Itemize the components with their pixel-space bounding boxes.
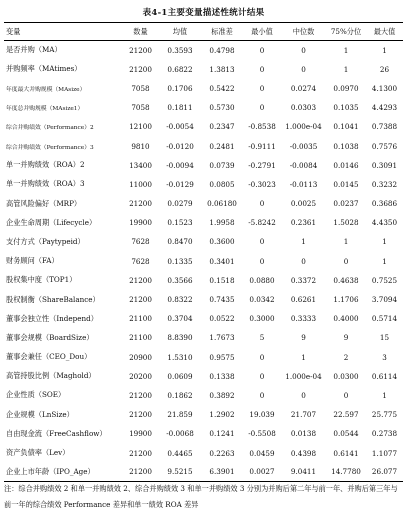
cell-variable-name: 综合并购绩效（Performance）3 [6, 144, 94, 151]
cell-std: 0.06180 [207, 199, 237, 209]
cell-variable-name: 财务顾问（FA） [6, 256, 59, 266]
cell-mean: -0.0120 [166, 141, 194, 151]
cell-count: 11000 [129, 179, 152, 189]
cell-max: 3.7094 [371, 295, 398, 305]
cell-median: 9 [301, 333, 306, 343]
cell-std: 1.3813 [209, 64, 235, 74]
table-row [4, 41, 403, 60]
cell-mean: 9.5215 [159, 463, 201, 482]
header-std: 标准差 [201, 23, 243, 41]
cell-max: 1 [382, 45, 387, 55]
statistics-table [4, 22, 403, 482]
cell-min: -0.2791 [248, 160, 276, 170]
cell-median: 0 [301, 45, 306, 55]
cell-min: 0 [259, 237, 265, 247]
cell-p75: 9 [343, 333, 349, 343]
cell-variable-name: 董事会独立性（Independ） [6, 313, 98, 323]
cell-p75: 1 [343, 237, 349, 247]
cell-std: 0.0805 [209, 179, 235, 189]
cell-variable-name: 企业生命周期（Lifecycle） [6, 217, 97, 227]
cell-count: 19900 [129, 429, 152, 439]
cell-max: 0.7525 [371, 275, 398, 285]
cell-count: 12100 [129, 122, 152, 132]
cell-std: 0.2481 [209, 141, 235, 151]
cell-std: 0.2263 [209, 448, 235, 458]
table-row [4, 60, 403, 79]
cell-variable-name: 高管风险偏好（MRP） [6, 198, 82, 208]
cell-p75: 0.1035 [333, 103, 359, 113]
cell-mean: 0.1862 [167, 390, 193, 400]
cell-std: 0.3892 [209, 390, 235, 400]
cell-count: 21200 [129, 275, 152, 285]
cell-variable-name: 董事会兼任（CEO_Dou） [6, 352, 92, 362]
cell-mean: 0.1335 [167, 256, 193, 266]
cell-mean: 1.5310 [167, 352, 193, 362]
cell-variable-name: 资产负债率（Lev） [6, 448, 70, 458]
cell-median: 0 [301, 390, 306, 400]
cell-max: 1 [382, 256, 387, 266]
cell-max: 1.1077 [371, 448, 398, 458]
cell-p75: 1.5028 [333, 218, 359, 228]
cell-mean: -0.0068 [166, 429, 194, 439]
table-row [4, 271, 403, 290]
cell-mean: 0.0279 [167, 199, 193, 209]
cell-std: 0.0522 [209, 314, 235, 324]
cell-p75: 0.0544 [333, 429, 359, 439]
cell-count: 21200 [129, 410, 152, 420]
cell-p75: 14.7780 [326, 463, 366, 482]
cell-p75: 22.597 [333, 410, 359, 420]
table-row [4, 463, 403, 482]
cell-variable-name: 企业性质（SOE） [6, 390, 66, 400]
cell-max: 0.3232 [371, 179, 398, 189]
header-variable: 变量 [4, 23, 122, 41]
table-row [4, 136, 403, 155]
cell-min: 19.039 [249, 410, 275, 420]
cell-median: 9.0411 [281, 463, 326, 482]
header-median: 中位数 [281, 23, 326, 41]
cell-min: -0.8538 [248, 122, 276, 132]
cell-count: 21200 [129, 295, 152, 305]
cell-std: 0.1241 [209, 429, 235, 439]
cell-variable-name: 年度最大并购规模（MAsize） [6, 86, 86, 93]
cell-count: 7628 [131, 237, 150, 247]
table-row [4, 252, 403, 271]
cell-max: 1 [382, 390, 387, 400]
cell-std: 0.3401 [209, 256, 235, 266]
cell-count: 20900 [129, 352, 152, 362]
cell-median: 0.0274 [290, 83, 317, 93]
cell-std: 0.5422 [209, 83, 235, 93]
cell-count: 21200 [122, 463, 159, 482]
table-row [4, 309, 403, 328]
cell-p75: 0.1038 [333, 141, 359, 151]
cell-median: 1.000e-04 [285, 371, 322, 381]
cell-median: 0 [301, 256, 306, 266]
cell-mean: 0.1811 [167, 103, 193, 113]
table-row [4, 156, 403, 175]
cell-std: 6.3901 [201, 463, 243, 482]
cell-max: 0.3091 [371, 160, 398, 170]
cell-median: 0.0025 [290, 199, 317, 209]
cell-min: 0.3000 [249, 314, 275, 324]
cell-std: 1.7673 [209, 333, 235, 343]
cell-p75: 0.6141 [333, 448, 359, 458]
cell-mean: 0.6822 [167, 64, 193, 74]
cell-max: 1 [382, 237, 387, 247]
cell-min: 0 [259, 45, 265, 55]
cell-max: 25.775 [371, 410, 398, 420]
table-row [4, 213, 403, 232]
cell-p75: 0.0237 [333, 199, 359, 209]
cell-mean: 0.3593 [167, 45, 193, 55]
cell-variable-name: 自由现金流（FreeCashflow） [6, 428, 107, 438]
cell-median: 0 [301, 64, 306, 74]
cell-std: 0.0739 [209, 160, 235, 170]
cell-median: 0.3333 [290, 314, 317, 324]
table-row [4, 117, 403, 136]
cell-max: 4.1300 [371, 83, 398, 93]
cell-count: 7628 [131, 256, 150, 266]
cell-mean: 8.8390 [167, 333, 193, 343]
cell-min: 0.0342 [249, 295, 275, 305]
cell-max: 4.4293 [371, 103, 398, 113]
cell-p75: 0 [343, 256, 349, 266]
cell-std: 0.9575 [209, 352, 235, 362]
cell-std: 1.2902 [209, 410, 235, 420]
cell-median: -0.0035 [289, 141, 318, 151]
cell-variable-name: 单一并购绩效（ROA）2 [6, 160, 85, 170]
cell-max: 0.7388 [371, 122, 398, 132]
cell-max: 0.3686 [371, 199, 398, 209]
cell-min: -0.3023 [248, 179, 276, 189]
cell-min: 0 [259, 199, 265, 209]
cell-p75: 0 [343, 390, 349, 400]
cell-variable-name: 并购频率（MAtimes） [6, 64, 82, 74]
cell-variable-name: 年度总并购规模（MAsize1） [6, 106, 84, 113]
header-max: 最大值 [366, 23, 403, 41]
table-row [4, 232, 403, 251]
cell-p75: 0.0300 [333, 371, 359, 381]
cell-mean: 0.8470 [167, 237, 193, 247]
table-row [4, 290, 403, 309]
cell-std: 0.2347 [209, 122, 235, 132]
cell-mean: -0.0054 [166, 122, 194, 132]
cell-variable-name: 股权集中度（TOP1） [6, 275, 77, 285]
cell-min: 0 [259, 64, 265, 74]
cell-p75: 0.4000 [333, 314, 359, 324]
cell-mean: 0.3704 [167, 314, 193, 324]
cell-p75: 0.1041 [333, 122, 359, 132]
table-header-row [4, 23, 403, 41]
header-p75: 75%分位 [326, 23, 366, 41]
cell-median: 1.000e-04 [285, 122, 322, 132]
cell-max: 3 [382, 352, 387, 362]
cell-median: 0.0138 [290, 429, 317, 439]
cell-variable-name: 支付方式（Paytypeid） [6, 236, 85, 246]
cell-min: 0 [259, 103, 265, 113]
cell-mean: 0.3566 [167, 275, 193, 285]
table-row [4, 328, 403, 347]
cell-count: 21200 [129, 448, 152, 458]
cell-std: 0.1518 [209, 275, 235, 285]
header-mean: 均值 [159, 23, 201, 41]
cell-median: 0.3372 [290, 275, 317, 285]
cell-count: 19900 [129, 218, 152, 228]
cell-min: 0 [259, 352, 265, 362]
cell-count: 21100 [129, 314, 152, 324]
cell-p75: 1 [343, 64, 349, 74]
cell-median: 1 [301, 237, 306, 247]
cell-median: -0.0084 [289, 160, 318, 170]
cell-count: 21200 [129, 390, 152, 400]
table-row [4, 367, 403, 386]
cell-median: -0.0113 [289, 179, 318, 189]
cell-p75: 0.4638 [333, 275, 359, 285]
cell-std: 0.7435 [209, 295, 235, 305]
cell-count: 21200 [129, 45, 152, 55]
cell-median: 1 [301, 352, 306, 362]
cell-mean: 0.1523 [167, 218, 193, 228]
cell-min: 0 [259, 83, 265, 93]
cell-max: 0.7576 [371, 141, 398, 151]
cell-p75: 1 [343, 45, 349, 55]
cell-mean: 0.8322 [167, 295, 193, 305]
cell-min: 0 [259, 256, 265, 266]
cell-count: 7058 [131, 103, 150, 113]
cell-variable-name: 单一并购绩效（ROA）3 [6, 179, 85, 189]
cell-median: 0.6261 [290, 295, 317, 305]
cell-count: 13400 [129, 160, 152, 170]
cell-max: 26 [379, 64, 390, 74]
cell-mean: 0.0609 [167, 371, 193, 381]
table-title: 表4-1主要变量描述性统计结果 [142, 8, 265, 18]
cell-min: -5.8242 [248, 218, 276, 228]
table-row [4, 98, 403, 117]
cell-variable-name: 高管持股比例（Maghold） [6, 371, 96, 381]
cell-mean: -0.0129 [166, 179, 194, 189]
cell-std: 0.3600 [209, 237, 235, 247]
cell-count: 21200 [129, 64, 152, 74]
cell-std: 1.9958 [209, 218, 235, 228]
table-row [4, 386, 403, 405]
header-count: 数量 [122, 23, 159, 41]
cell-p75: 0.0970 [333, 83, 359, 93]
cell-min: -0.9111 [248, 141, 276, 151]
table-row [4, 405, 403, 424]
cell-min: 0.0027 [243, 463, 281, 482]
cell-min: -0.5508 [248, 429, 276, 439]
cell-variable-name: 董事会规模（BoardSize） [6, 332, 94, 342]
cell-std: 0.5730 [209, 103, 235, 113]
cell-variable-name: 综合并购绩效（Performance）2 [6, 125, 94, 132]
cell-p75: 0.0145 [333, 179, 359, 189]
cell-mean: -0.0094 [166, 160, 194, 170]
cell-median: 0.4398 [290, 448, 317, 458]
cell-std: 0.4798 [209, 45, 235, 55]
cell-mean: 0.1706 [167, 83, 193, 93]
cell-max: 26.077 [366, 463, 403, 482]
cell-mean: 21.859 [167, 410, 193, 420]
cell-median: 0.2361 [290, 218, 317, 228]
table-row [4, 348, 403, 367]
cell-p75: 1.1706 [333, 295, 359, 305]
cell-max: 15 [379, 333, 390, 343]
cell-mean: 0.4465 [167, 448, 193, 458]
table-note: 注：综合并购绩效 2 和单一并购绩效 2、综合并购绩效 3 和单一并购绩效 3 分别为并购后第二年与前一年、并购后第三年与前一年的综合绩效 Performance 差异和单一绩效 ROA 差异 [4, 484, 398, 509]
cell-count: 9810 [131, 141, 150, 151]
cell-max: 4.4350 [371, 218, 398, 228]
cell-median: 21.707 [290, 410, 317, 420]
cell-variable-name: 企业规模（LnSize） [6, 409, 74, 419]
table-body [4, 41, 403, 482]
cell-p75: 0.0146 [333, 160, 359, 170]
cell-variable-name: 是否并购（MA） [6, 45, 62, 55]
header-min: 最小值 [243, 23, 281, 41]
cell-p75: 2 [343, 352, 349, 362]
cell-min: 5 [259, 333, 265, 343]
table-row [4, 443, 403, 462]
cell-count: 21200 [129, 199, 152, 209]
table-row [4, 175, 403, 194]
table-row [4, 194, 403, 213]
cell-count: 21100 [129, 333, 152, 343]
cell-variable-name: 企业上市年龄（IPO_Age） [4, 463, 122, 482]
cell-count: 20200 [129, 371, 152, 381]
cell-std: 0.1338 [209, 371, 235, 381]
cell-variable-name: 股权制衡（ShareBalance） [6, 294, 100, 304]
cell-max: 0.6114 [371, 371, 398, 381]
cell-median: 0.0303 [290, 103, 317, 113]
cell-max: 0.5714 [371, 314, 398, 324]
cell-min: 0 [259, 371, 265, 381]
cell-min: 0 [259, 390, 265, 400]
cell-count: 7058 [131, 83, 150, 93]
table-row [4, 79, 403, 98]
table-row [4, 424, 403, 443]
cell-min: 0.0880 [249, 275, 275, 285]
cell-min: 0.0459 [249, 448, 275, 458]
cell-max: 0.2738 [371, 429, 398, 439]
